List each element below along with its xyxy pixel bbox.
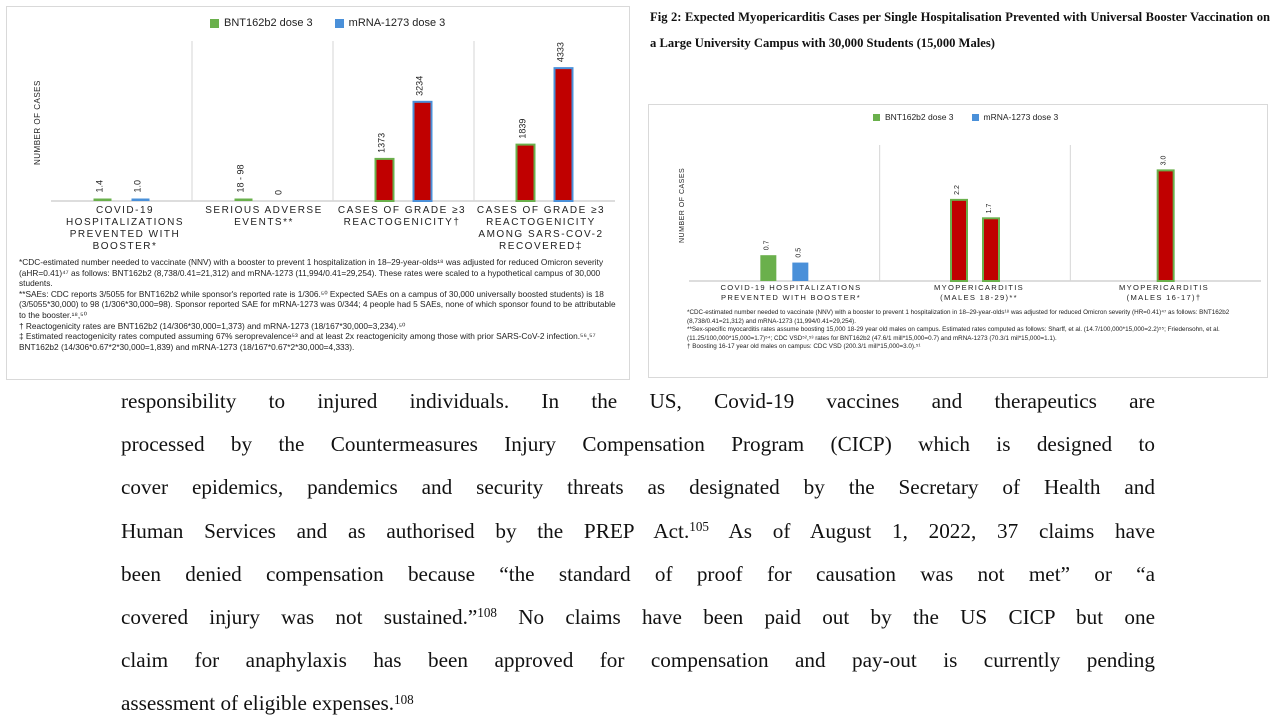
figure-notes: [19, 257, 619, 352]
bar: [517, 145, 535, 201]
category-line: RECOVERED‡: [499, 241, 583, 252]
body-line: [121, 510, 1155, 553]
body-line: processed by the Countermeasures Injury Compensation Program (CICP) which is designed to: [121, 432, 1155, 457]
body-line: cover epidemics, pandemics and security threats as designated by the Secretary of Health and: [121, 475, 1155, 500]
citation-superscript: 108: [477, 605, 497, 621]
category-line: (MALES 16-17)†: [1126, 293, 1202, 302]
bar-value-label: 0.5: [795, 247, 803, 258]
body-line: been denied compensation because “the standard of proof for causation was not met” or “a: [121, 561, 1155, 586]
bar: [132, 199, 150, 202]
category-line: CASES OF GRADE ≥3: [476, 205, 606, 216]
category-line: COVID-19: [95, 205, 155, 216]
bar-value-label: 0: [273, 189, 284, 195]
bar-value-label: 0.7: [763, 240, 771, 251]
category-label: [194, 205, 334, 229]
category-line: MYOPERICARDITIS: [1119, 283, 1209, 292]
bar-value-label: 1.4: [94, 179, 105, 193]
body-line: [121, 682, 1155, 725]
category-label: [50, 205, 200, 253]
bar-value-label: 3234: [414, 75, 425, 96]
legend-label: BNT162b2 dose 3: [224, 17, 313, 29]
category-label: [327, 205, 477, 229]
footnote: **Sex-specific myocarditis rates assume boosting 15,000 18-29 year old males on campus. Estimated rates computed as follows: Sharff, et al. (14.7/100,000*15,000=2.2)⁵⁵; Friedensohn, et al. (11.25/100,000*15,000=1.7)⁵⁴; CDC VSD⁵²,⁵³ rates for BNT162b2 (47.6/1 mill*15,000=0.7) and mRNA-1273 (70.3/1 mil*15,000=1.1).: [687, 326, 1220, 342]
footnote: ‡ Estimated reactogenicity rates computed assuming 67% seroprevalence⁵³ and at least 2x reactogenicity among those with prior SARS-CoV-2 infection.⁵⁶,⁵⁷ BNT162b2 (14/306*0.67*2*30,000=1,839) and mRNA-1273 (18/167*0.67*2*30,000=4,333).: [19, 331, 596, 352]
footnote: † Boosting 16-17 year old males on campus: CDC VSD (200.3/1 mill*15,000=3.0).⁵¹: [687, 343, 921, 351]
body-paragraph: [121, 380, 1155, 726]
bar: [235, 199, 253, 202]
category-line: CASES OF GRADE ≥3: [337, 205, 467, 216]
bar-value-label: 1.7: [986, 203, 993, 214]
bar-value-label: 18 - 98: [235, 164, 246, 193]
category-label: [1074, 283, 1254, 303]
bar-value-label: 4333: [555, 42, 566, 63]
category-line: REACTOGENICITY: [486, 217, 596, 228]
body-text-span: Human Services and as authorised by the PREP Act.: [121, 518, 690, 543]
y-axis-label: NUMBER OF CASES: [33, 80, 42, 165]
bar-value-label: 1.0: [132, 179, 143, 193]
category-line: COVID-19 HOSPITALIZATIONS: [720, 283, 862, 292]
body-text-span: No claims have been paid out by the US CICP but one: [496, 605, 1155, 630]
chart-right-svg: [649, 105, 1269, 285]
footnote: *CDC-estimated number needed to vaccinate (NNV) with a booster to prevent 1 hospitalization in 18–29-year-olds¹⁸ was adjusted for reduced Omicron severity (aHR=0.41)⁴⁷ as follows: BNT162b2 (8,738/0.41=21,312) and mRNA-1273 (11,994/0.41=29,254). These rates were scaled to a hypothetical campus of 30,000 students.: [19, 257, 604, 289]
bar: [792, 263, 808, 281]
bar-value-label: 1839: [517, 118, 528, 139]
legend-label: mRNA-1273 dose 3: [348, 17, 446, 29]
body-text-span: assessment of eligible expenses.: [121, 691, 395, 716]
figure-caption: Fig 2: Expected Myopericarditis Cases per Single Hospitalisation Prevented with Universal Booster Vaccination on a Large University Campus with 30,000 Students (15,000 Males): [650, 10, 1270, 50]
footnote: **SAEs: CDC reports 3/5055 for BNT162b2 while sponsor's reported rate is 1/306.⁵⁰ Expected SAEs on a campus of 30,000 universally boosted students) is 18 (3/5055*30,000) to 98 (1/306*30,000=98). Sponsor reported SAE for mRNA-1273 was 0/344; 4 people had 5 SAEs, none of which sponsor found to be attributable to the booster.¹⁸,⁵⁰: [19, 288, 616, 320]
citation-superscript: 105: [689, 519, 709, 535]
category-label: [466, 205, 616, 253]
figure-notes: [687, 309, 1257, 352]
category-line: SERIOUS ADVERSE: [205, 205, 323, 216]
category-line: MYOPERICARDITIS: [934, 283, 1024, 292]
bar: [1158, 170, 1174, 281]
legend-label: mRNA-1273 dose 3: [983, 112, 1059, 122]
body-line: responsibility to injured individuals. In the US, Covid-19 vaccines and therapeutics are: [121, 389, 1155, 413]
bar-value-label: 1373: [376, 132, 387, 153]
legend-label: BNT162b2 dose 3: [885, 112, 954, 122]
category-line: (MALES 18-29)**: [940, 293, 1018, 302]
category-line: AMONG SARS-COV-2: [478, 229, 604, 240]
body-text-span: covered injury was not sustained.”: [121, 605, 478, 630]
category-line: HOSPITALIZATIONS: [65, 217, 185, 228]
bar-value-label: 3.0: [1160, 155, 1168, 166]
category-line: REACTOGENICITY†: [343, 217, 461, 228]
bar: [376, 159, 394, 201]
bar: [760, 255, 776, 281]
bar: [983, 218, 999, 281]
footnote: *CDC-estimated number needed to vaccinate (NNV) with a booster to prevent 1 hospitalization in 18–29-year-olds¹⁸ was adjusted for reduced Omicron severity (HR=0.41)⁴⁷ as follows: BNT162b2 (8,738/0.41=21,312) and mRNA-1273 (11,994/0.41=29,254).: [687, 309, 1230, 325]
category-line: PREVENTED WITH BOOSTER*: [720, 293, 862, 302]
bar: [951, 200, 967, 281]
figure-right-panel: [648, 104, 1268, 378]
bar-value-label: 2.2: [954, 185, 961, 195]
bar: [414, 102, 432, 201]
body-line: claim for anaphylaxis has been approved for compensation and pay-out is currently pending: [121, 648, 1155, 673]
category-line: BOOSTER*: [92, 241, 158, 252]
footnote: † Reactogenicity rates are BNT162b2 (14/306*30,000=1,373) and mRNA-1273 (18/167*30,000=3,234).⁵⁰: [19, 320, 406, 331]
bar: [94, 199, 112, 202]
bar: [555, 68, 573, 201]
body-line: [121, 596, 1155, 639]
figure-left-panel: [6, 6, 630, 380]
category-line: PREVENTED WITH: [69, 229, 181, 240]
body-text-span: As of August 1, 2022, 37 claims have: [708, 518, 1156, 543]
chart-left-svg: [7, 7, 631, 207]
category-label: [701, 283, 881, 303]
category-label: [889, 283, 1069, 303]
citation-superscript: 108: [394, 691, 414, 707]
y-axis-label: NUMBER OF CASES: [679, 167, 686, 243]
category-line: EVENTS**: [234, 217, 294, 228]
